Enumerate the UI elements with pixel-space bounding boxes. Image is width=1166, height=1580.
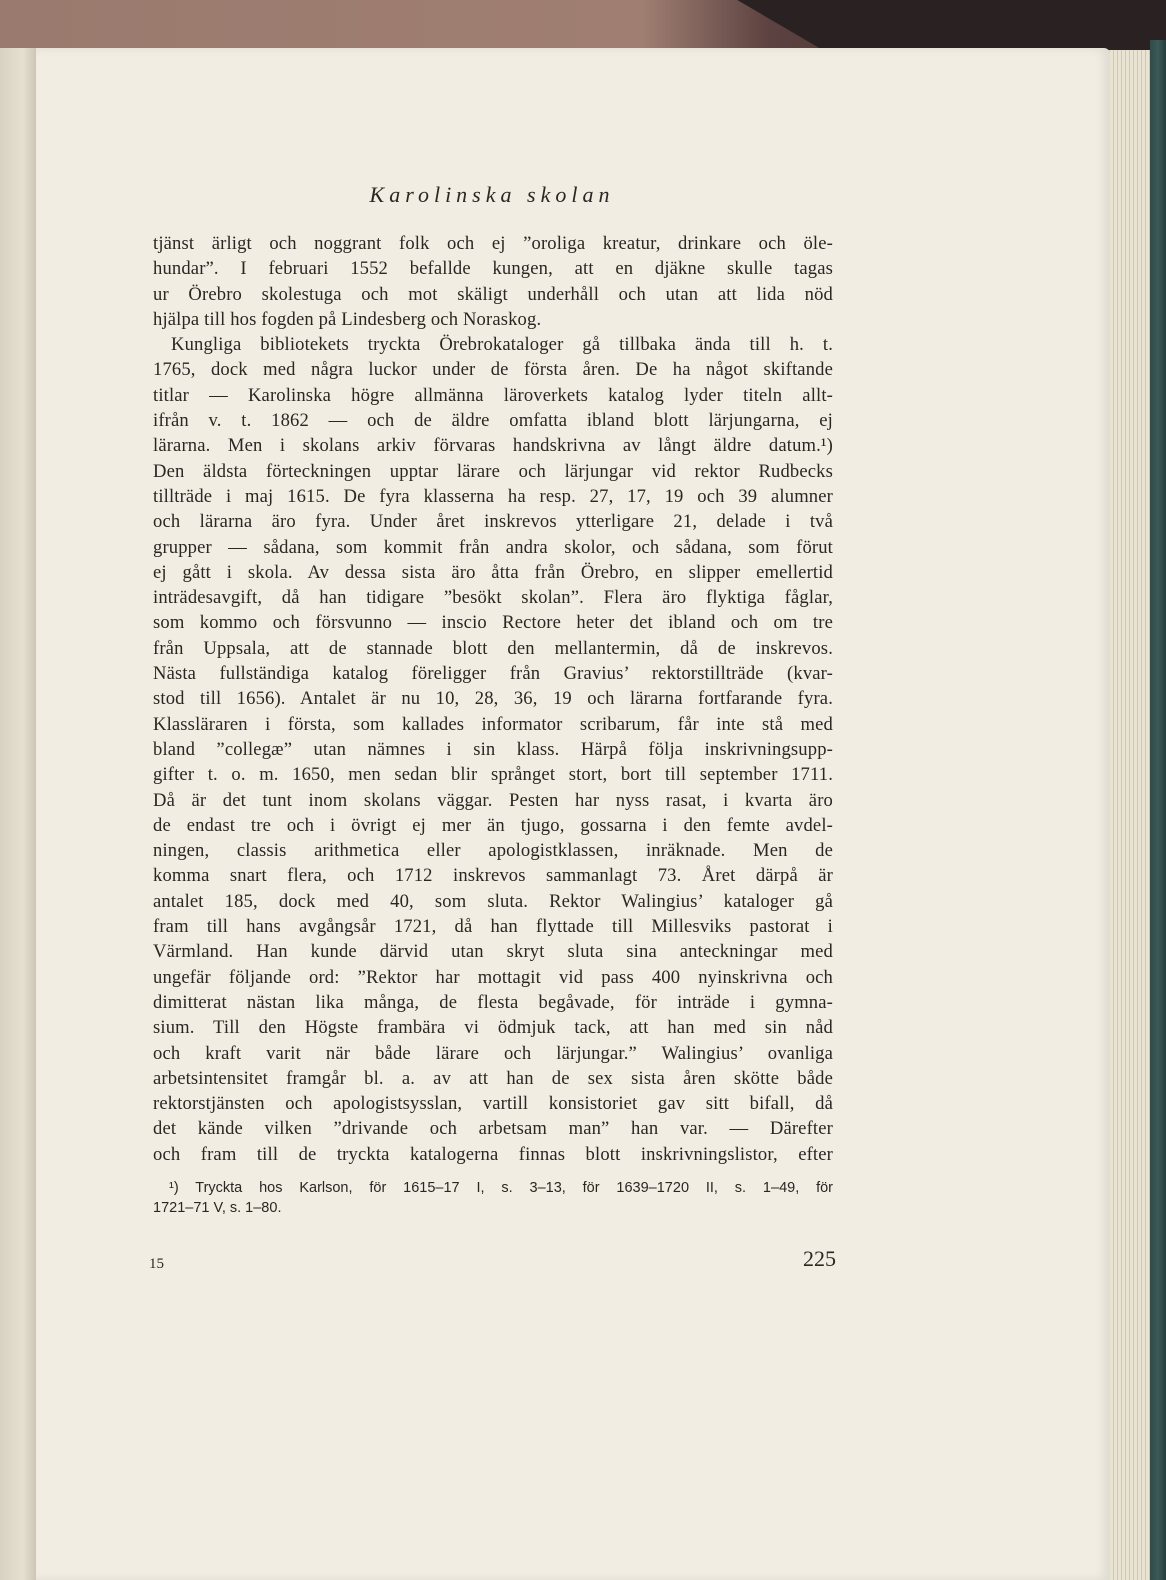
text-line: Kungliga bibliotekets tryckta Örebrokataloger gå tillbaka ända till h. t. bbox=[171, 334, 833, 356]
text-line: Klassläraren i första, som kallades informator scribarum, får inte stå med bbox=[153, 713, 833, 735]
text-line: ej gått i skola. Av dessa sista äro åtta från Örebro, en slipper emellertid bbox=[153, 561, 833, 583]
text-line: bland ”collegæ” utan nämnes i sin klass. Härpå följa inskrivningsupp- bbox=[153, 738, 833, 760]
footnote-line: ¹) Tryckta hos Karlson, för 1615–17 I, s. 3–13, för 1639–1720 II, s. 1–49, för bbox=[169, 1180, 833, 1196]
text-line: Värmland. Han kunde därvid utan skryt sluta sina anteckningar med bbox=[153, 941, 833, 963]
text-line: rektorstjänsten och apologistsysslan, vartill konsistoriet gav sitt bifall, då bbox=[153, 1093, 833, 1115]
text-line: och lärarna äro fyra. Under året inskrevos ytterligare 21, delade i två bbox=[153, 511, 833, 533]
text-line: de endast tre och i övrigt ej mer än tjugo, gossarna i den femte avdel- bbox=[153, 814, 833, 836]
text-line: hjälpa till hos fogden på Lindesberg och Noraskog. bbox=[153, 308, 542, 330]
text-line: sium. Till den Högste frambära vi ödmjuk tack, att han med sin nåd bbox=[153, 1017, 833, 1039]
text-line: ungefär följande ord: ”Rektor har mottagit vid pass 400 nyinskrivna och bbox=[153, 966, 833, 988]
text-line: titlar — Karolinska högre allmänna läroverkets katalog lyder titeln allt- bbox=[153, 384, 833, 406]
text-line: Den äldsta förteckningen upptar lärare och lärjungar vid rektor Rudbecks bbox=[153, 460, 833, 482]
text-line: och fram till de tryckta katalogerna finnas blott inskrivningslistor, efter bbox=[153, 1143, 833, 1165]
text-line: stod till 1656). Antalet är nu 10, 28, 36, 19 och lärarna fortfarande fyra. bbox=[153, 688, 833, 710]
text-line: Då är det tunt inom skolans väggar. Pesten har nyss rasat, i kvarta äro bbox=[153, 789, 833, 811]
text-line: Nästa fullständiga katalog föreligger från Gravius’ rektorstillträde (kvar- bbox=[153, 663, 833, 685]
text-line: tjänst ärligt och noggrant folk och ej ”oroliga kreatur, drinkare och öle- bbox=[153, 233, 833, 254]
running-head: Karolinska skolan bbox=[369, 182, 615, 207]
book-page bbox=[36, 48, 1110, 1580]
text-line: inträdesavgift, då han tidigare ”besökt skolan”. Flera äro flyktiga fåglar, bbox=[153, 587, 833, 609]
text-line: dimitterat nästan lika många, de flesta begåvade, för inträde i gymna- bbox=[153, 991, 833, 1013]
text-line: gifter t. o. m. 1650, men sedan blir språnget stort, bort till september 1711. bbox=[153, 764, 833, 786]
footnote-line: 1721–71 V, s. 1–80. bbox=[153, 1200, 282, 1216]
text-line: som kommo och försvunno — inscio Rectore heter det ibland och om tre bbox=[153, 612, 833, 634]
text-line: 1765, dock med några luckor under de första åren. De ha något skiftande bbox=[153, 359, 833, 381]
text-line: från Uppsala, att de stannade blott den mellantermin, då de inskrevos. bbox=[153, 637, 833, 659]
facing-page-edge bbox=[0, 48, 40, 1580]
text-line: ifrån v. t. 1862 — och de äldre omfatta ibland blott lärjungarna, ej bbox=[153, 410, 833, 432]
text-line: och kraft varit när både lärare och lärjungar.” Walingius’ ovanliga bbox=[153, 1042, 833, 1064]
text-line: komma snart flera, och 1712 inskrevos sammanlagt 73. Året därpå är bbox=[153, 865, 833, 887]
signature-mark: 15 bbox=[149, 1256, 164, 1272]
book-binding bbox=[1150, 40, 1166, 1580]
text-line: antalet 185, dock med 40, som sluta. Rektor Walingius’ kataloger gå bbox=[153, 890, 833, 912]
text-line: arbetsintensitet framgår bl. a. av att han de sex sista åren skötte både bbox=[153, 1067, 833, 1089]
text-line: grupper — sådana, som kommit från andra skolor, och sådana, som förut bbox=[153, 536, 833, 558]
body-text bbox=[153, 231, 833, 1167]
text-line: ur Örebro skolestuga och mot skäligt underhåll och utan att lida nöd bbox=[153, 283, 833, 305]
text-line: tillträde i maj 1615. De fyra klasserna ha resp. 27, 17, 19 och 39 alumner bbox=[153, 485, 833, 507]
page-number: 225 bbox=[803, 1246, 836, 1271]
text-line: lärarna. Men i skolans arkiv förvaras handskrivna av långt äldre datum.¹) bbox=[153, 435, 833, 457]
footnote bbox=[153, 1178, 833, 1218]
text-line: fram till hans avgångsår 1721, då han flyttade till Millesviks pastorat i bbox=[153, 916, 833, 938]
text-line: det kände vilken ”drivande och arbetsam man” han var. — Därefter bbox=[153, 1118, 833, 1140]
text-line: ningen, classis arithmetica eller apologistklassen, inräknade. Men de bbox=[153, 840, 833, 862]
text-line: hundar”. I februari 1552 befallde kungen, att en djäkne skulle tagas bbox=[153, 258, 833, 280]
